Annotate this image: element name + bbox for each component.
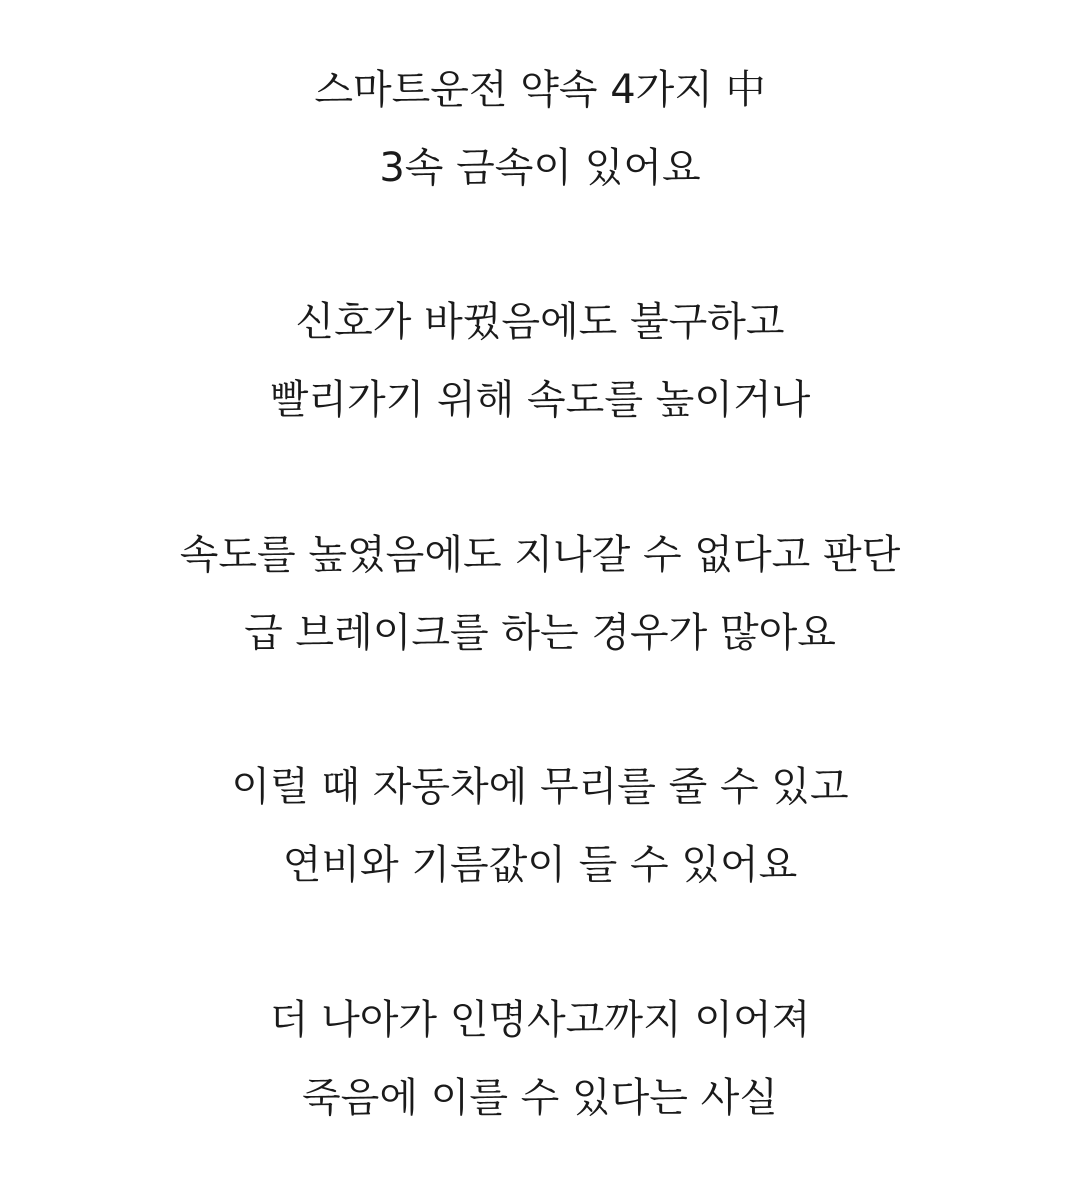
text-line: 급 브레이크를 하는 경우가 많아요 bbox=[244, 610, 836, 656]
text-line: 연비와 기름값이 들 수 있어요 bbox=[282, 842, 798, 888]
text-line: 빨리가기 위해 속도를 높이거나 bbox=[269, 377, 811, 423]
text-line: 죽음에 이를 수 있다는 사실 bbox=[302, 1075, 778, 1121]
text-line: 이럴 때 자동차에 무리를 줄 수 있고 bbox=[231, 764, 849, 810]
text-line: 스마트운전 약속 4가지 中 bbox=[314, 67, 766, 113]
text-line: 신호가 바뀠음에도 불구하고 bbox=[295, 299, 785, 345]
text-line: 3속 금속이 있어요 bbox=[379, 145, 701, 191]
text-line: 속도를 높였음에도 지나갈 수 없다고 판단 bbox=[179, 532, 901, 578]
text-line: 더 나아가 인명사고까지 이어져 bbox=[269, 997, 811, 1043]
